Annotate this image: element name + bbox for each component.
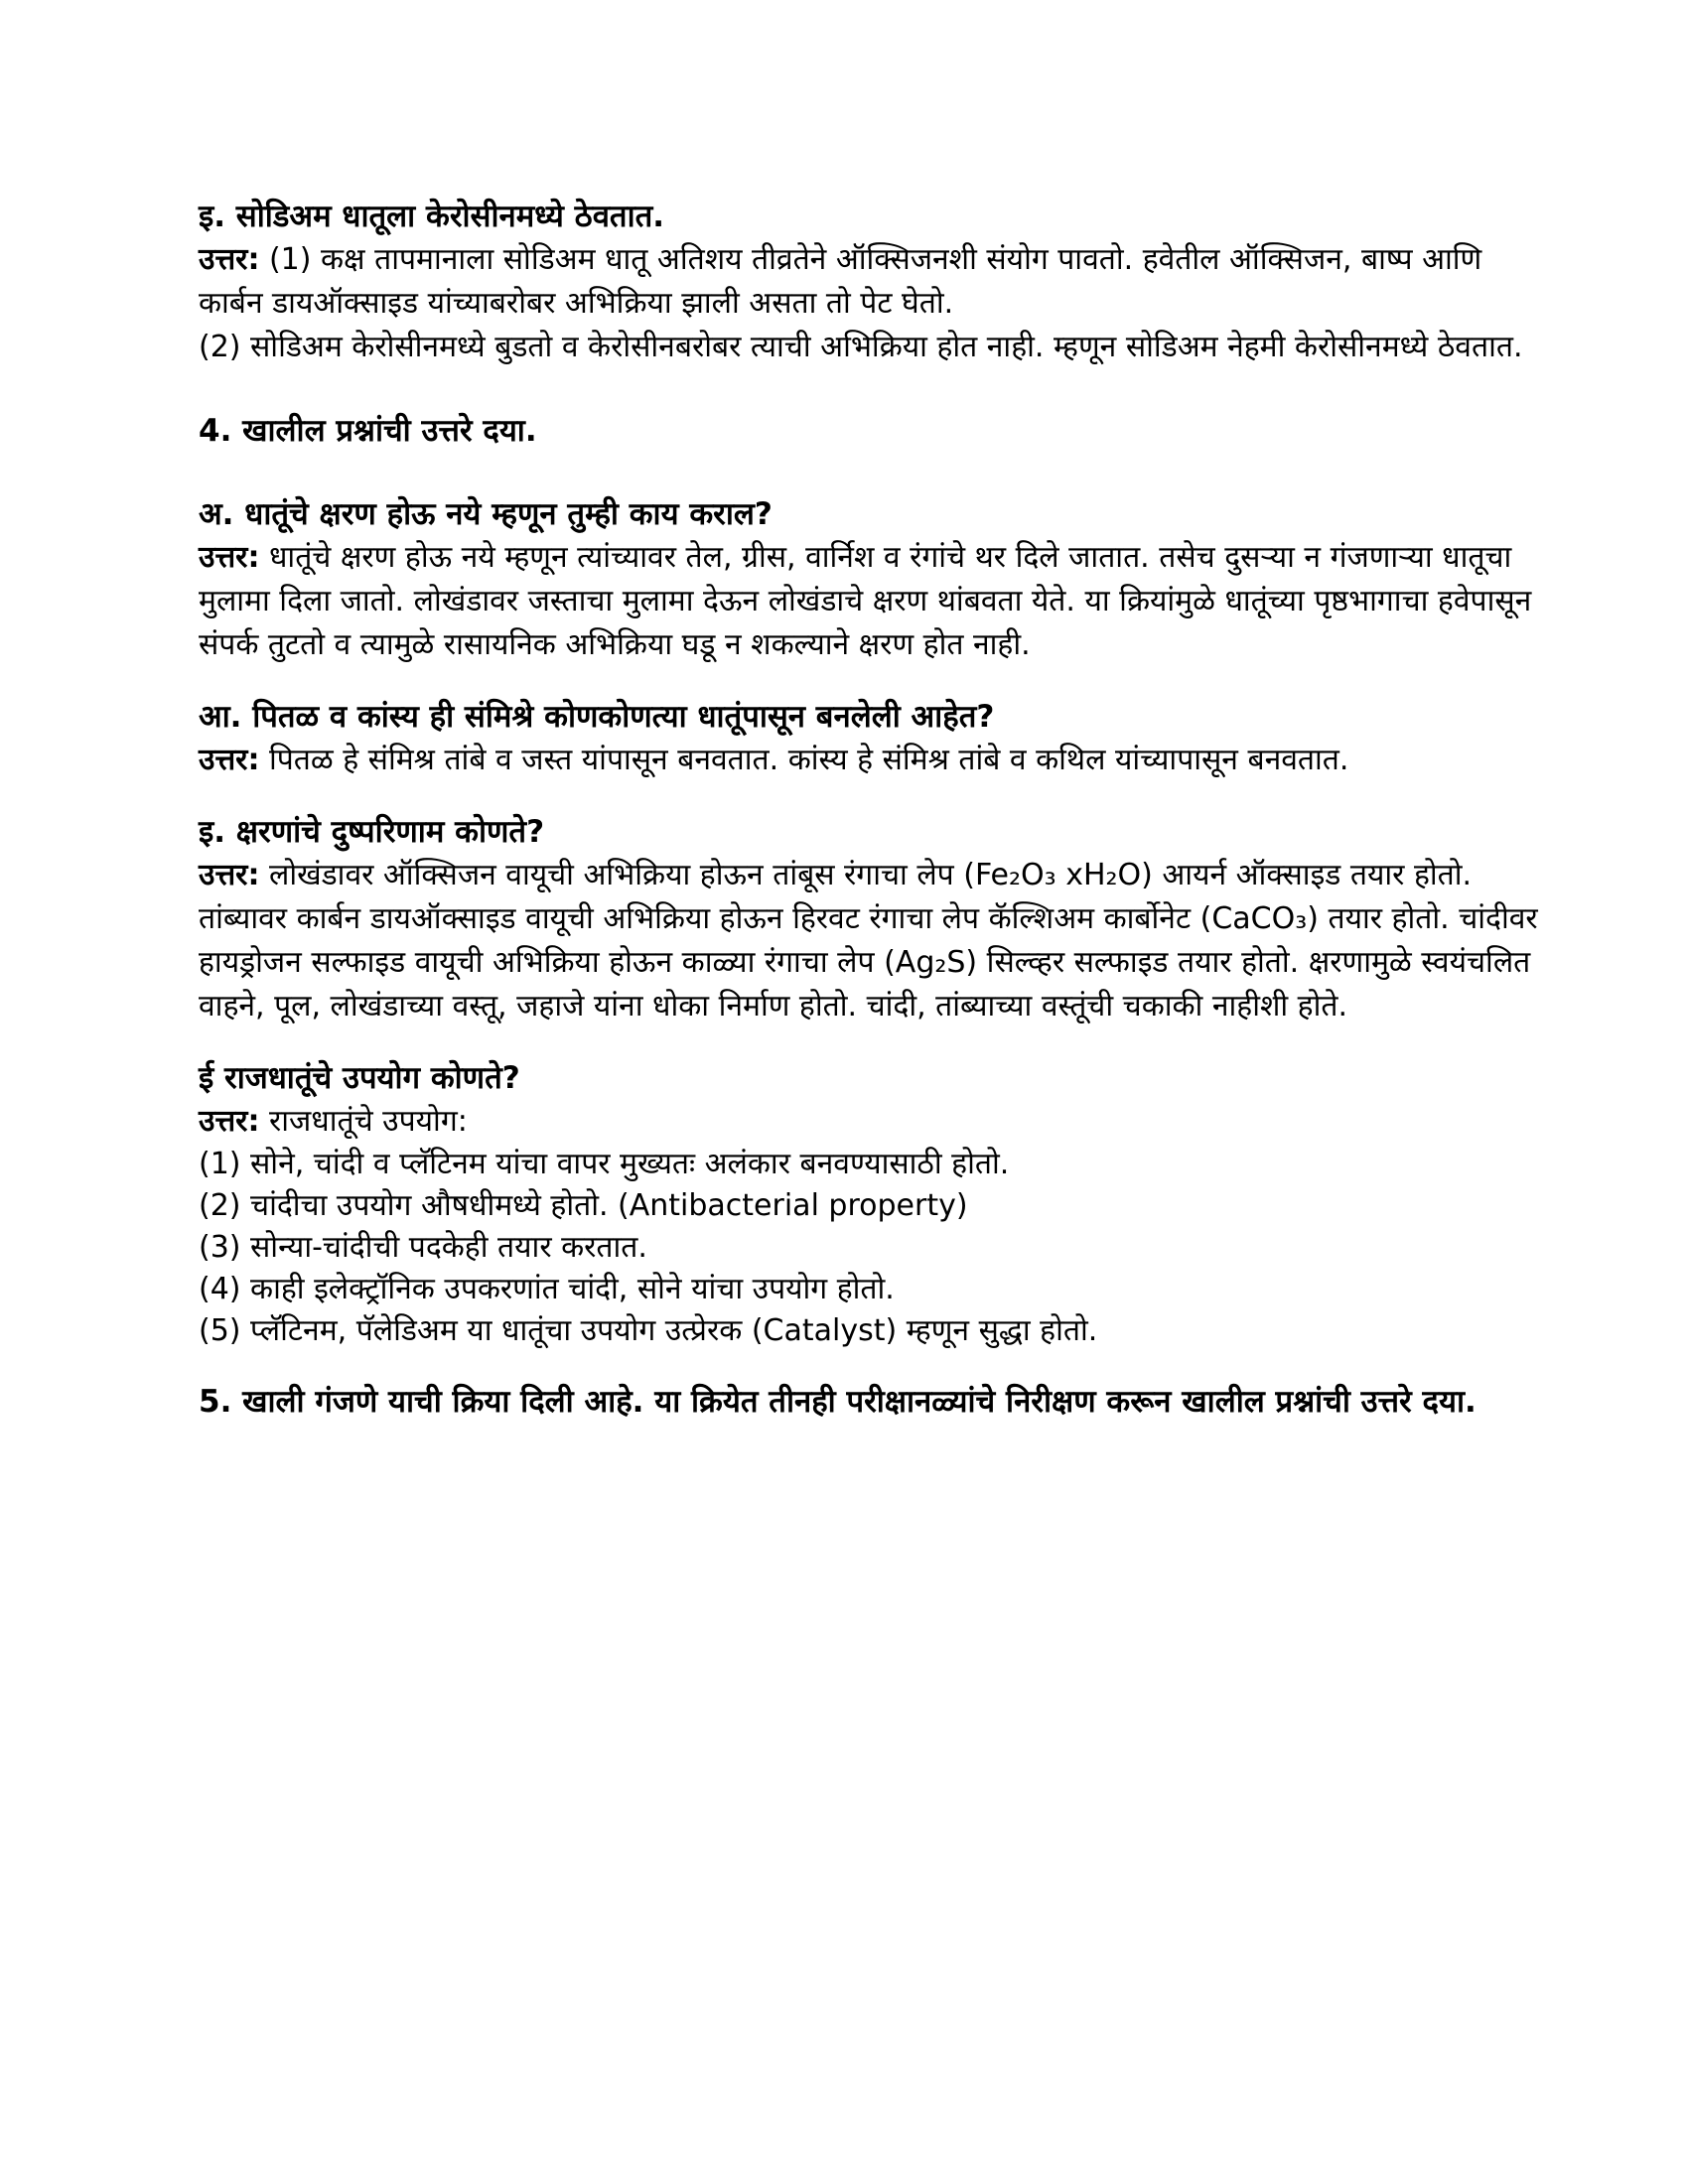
- answer-e-part2: (2) सोडिअम केरोसीनमध्ये बुडतो व केरोसीनबरोबर त्याची अभिक्रिया होत नाही. म्हणून सोडिअम नेहमी केरोसीनमध्ये ठेवतात.: [199, 330, 1523, 364]
- question-ii-heading: ई राजधातूंचे उपयोग कोणते?: [199, 1060, 520, 1096]
- answer-label: उत्तर:: [199, 540, 260, 575]
- answer-aa-text: पितळ हे संमिश्र तांबे व जस्त यांपासून बनवतात. कांस्य हे संमिश्र तांबे व कथिल यांच्यापासून बनवतात.: [259, 743, 1349, 777]
- answer-label: उत्तर:: [199, 1104, 260, 1139]
- list-item: (3) सोन्या-चांदीची पदकेही तयार करतात.: [199, 1230, 647, 1265]
- list-item: (4) काही इलेक्ट्रॉनिक उपकरणांत चांदी, सोने यांचा उपयोग होतो.: [199, 1272, 895, 1306]
- answer-label: उत्तर:: [199, 858, 260, 892]
- question-e-heading: इ. सोडिअम धातूला केरोसीनमध्ये ठेवतात.: [199, 199, 665, 234]
- answer-i: [199, 854, 1539, 1028]
- question-a-heading: अ. धातूंचे क्षरण होऊ नये म्हणून तुम्ही काय कराल?: [199, 496, 773, 532]
- answer-a: [199, 536, 1539, 667]
- question-i-heading: इ. क्षरणांचे दुष्परिणाम कोणते?: [199, 814, 545, 850]
- answer-ii-intro-text: राजधातूंचे उपयोग:: [259, 1104, 468, 1139]
- answer-aa: [199, 739, 1539, 782]
- list-item: (2) चांदीचा उपयोग औषधीमध्ये होतो. (Antibacterial property): [199, 1188, 968, 1223]
- answer-e-part1: [199, 238, 1539, 326]
- list-item: (5) प्लॅटिनम, पॅलेडिअम या धातूंचा उपयोग उत्प्रेरक (Catalyst) म्हणून सुद्धा होतो.: [199, 1313, 1098, 1348]
- answer-i-text: लोखंडावर ऑक्सिजन वायूची अभिक्रिया होऊन तांबूस रंगाचा लेप (Fe₂O₃ xH₂O) आयर्न ऑक्साइड तयार होतो. तांब्यावर कार्बन डायऑक्साइड वायूची अभिक्रिया होऊन हिरवट रंगाचा लेप कॅल्शिअम कार्बोनेट (CaCO₃) तयार होतो. चांदीवर हायड्रोजन सल्फाइड वायूची अभिक्रिया होऊन काळ्या रंगाचा लेप (Ag₂S) सिल्व्हर सल्फाइड तयार होतो. क्षरणामुळे स्वयंचलित वाहने, पूल, लोखंडाच्या वस्तू, जहाजे यांना धोका निर्माण होतो. चांदी, तांब्याच्या वस्तूंची चकाकी नाहीशी होते.: [199, 858, 1538, 1024]
- answer-e-text1: (1) कक्ष तापमानाला सोडिअम धातू अतिशय तीव्रतेने ऑक्सिजनशी संयोग पावतो. हवेतील ऑक्सिजन, बाष्प आणि कार्बन डायऑक्साइड यांच्याबरोबर अभिक्रिया झाली असता तो पेट घेतो.: [199, 242, 1482, 321]
- answer-label: उत्तर:: [199, 242, 260, 277]
- answer-a-text: धातूंचे क्षरण होऊ नये म्हणून त्यांच्यावर तेल, ग्रीस, वार्निश व रंगांचे थर दिले जातात. तसेच दुसऱ्या न गंजणाऱ्या धातूचा मुलामा दिला जातो. लोखंडावर जस्ताचा मुलामा देऊन लोखंडाचे क्षरण थांबवता येते. या क्रियांमुळे धातूंच्या पृष्ठभागाचा हवेपासून संपर्क तुटतो व त्यामुळे रासायनिक अभिक्रिया घडू न शकल्याने क्षरण होत नाही.: [199, 540, 1532, 662]
- question-5-heading: 5. खाली गंजणे याची क्रिया दिली आहे. या क्रियेत तीनही परीक्षानळ्यांचे निरीक्षण करून खालील प्रश्नांची उत्तरे दया.: [199, 1384, 1477, 1420]
- answer-label: उत्तर:: [199, 743, 260, 777]
- question-aa-heading: आ. पितळ व कांस्य ही संमिश्रे कोणकोणत्या धातूंपासून बनलेली आहेत?: [199, 699, 995, 735]
- list-item: (1) सोने, चांदी व प्लॅटिनम यांचा वापर मुख्यतः अलंकार बनवण्यासाठी होतो.: [199, 1147, 1010, 1181]
- answer-ii-intro: [199, 1100, 1539, 1144]
- question-4-heading: 4. खालील प्रश्नांची उत्तरे दया.: [199, 413, 537, 449]
